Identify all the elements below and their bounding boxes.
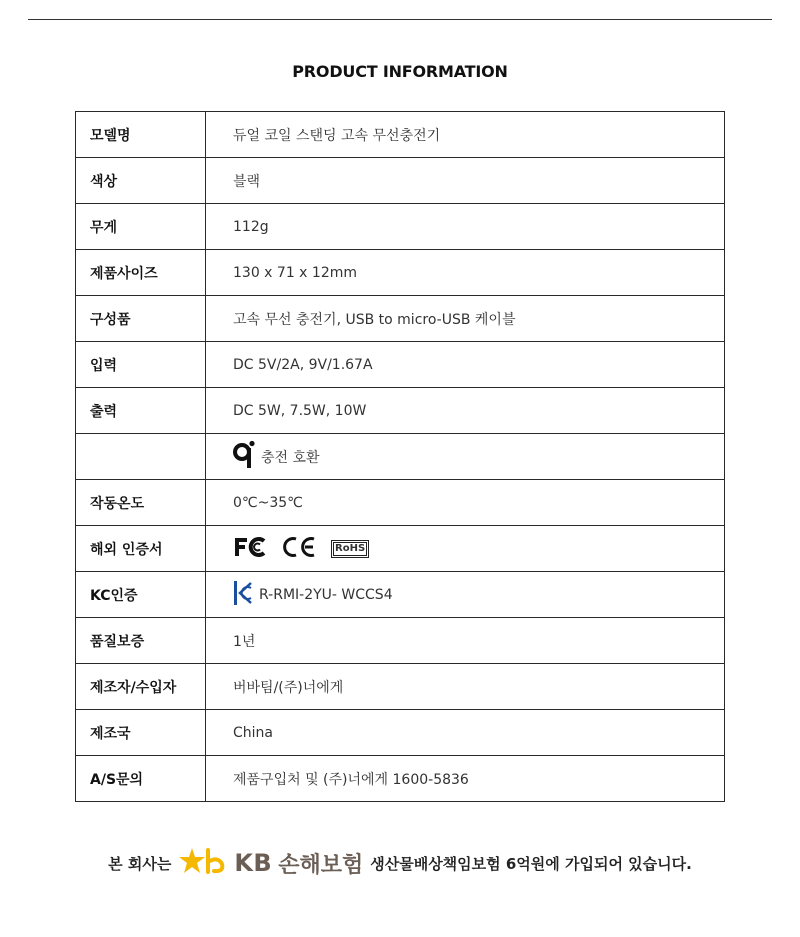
- row-label: 입력: [76, 342, 206, 388]
- row-label: 구성품: [76, 296, 206, 342]
- insurance-notice: [0, 845, 800, 881]
- row-value: 130 x 71 x 12mm: [206, 250, 725, 296]
- row-label: 작동온도: [76, 480, 206, 526]
- table-row: [76, 434, 725, 480]
- kb-brand-en: KB: [234, 849, 273, 877]
- row-value: 112g: [206, 204, 725, 250]
- table-row: [76, 158, 725, 204]
- row-value: 1년: [206, 618, 725, 664]
- row-label: 출력: [76, 388, 206, 434]
- row-value: 버바팀/(주)너에게: [206, 664, 725, 710]
- notice-suffix: 생산물배상책임보험 6억원에 가입되어 있습니다.: [370, 854, 692, 873]
- row-value: 0℃~35℃: [206, 480, 725, 526]
- row-label: A/S문의: [76, 756, 206, 802]
- row-value: 제품구입처 및 (주)너에게 1600-5836: [206, 756, 725, 802]
- row-label: 제조국: [76, 710, 206, 756]
- table-row: [76, 204, 725, 250]
- fc-logo-icon: [233, 536, 267, 562]
- row-label: 제품사이즈: [76, 250, 206, 296]
- table-row: [76, 618, 725, 664]
- table-row: [76, 664, 725, 710]
- top-divider: [28, 19, 772, 20]
- qi-compat-text: 충전 호환: [261, 449, 320, 466]
- kc-cert-number: R-RMI-2YU- WCCS4: [259, 586, 393, 603]
- row-label: 무게: [76, 204, 206, 250]
- row-label: KC인증: [76, 572, 206, 618]
- row-label: 모델명: [76, 112, 206, 158]
- row-value: 듀얼 코일 스탠딩 고속 무선충전기: [206, 112, 725, 158]
- row-value: DC 5V/2A, 9V/1.67A: [206, 342, 725, 388]
- table-row: [76, 526, 725, 572]
- table-row: [76, 112, 725, 158]
- row-label: 색상: [76, 158, 206, 204]
- row-label: 해외 인증서: [76, 526, 206, 572]
- row-label: 품질보증: [76, 618, 206, 664]
- kb-star-logo-icon: [178, 846, 228, 880]
- row-value: China: [206, 710, 725, 756]
- row-label: [76, 434, 206, 480]
- rohs-logo-icon: RoHS: [331, 540, 369, 558]
- kb-brand: [178, 846, 363, 880]
- table-row: [76, 250, 725, 296]
- kc-logo-icon: [233, 580, 253, 610]
- row-value: DC 5W, 7.5W, 10W: [206, 388, 725, 434]
- table-row: [76, 710, 725, 756]
- table-row: [76, 296, 725, 342]
- page-title: PRODUCT INFORMATION: [292, 62, 508, 81]
- row-value: 블랙: [206, 158, 725, 204]
- row-label: 제조자/수입자: [76, 664, 206, 710]
- ce-logo-icon: [281, 536, 317, 562]
- table-row: [76, 572, 725, 618]
- qi-logo-icon: [233, 440, 255, 474]
- table-row: [76, 756, 725, 802]
- table-row: [76, 342, 725, 388]
- product-info-table: [75, 111, 725, 802]
- kb-brand-ko: 손해보험: [278, 852, 364, 878]
- table-row: [76, 480, 725, 526]
- row-value: 고속 무선 충전기, USB to micro-USB 케이블: [206, 296, 725, 342]
- table-row: [76, 388, 725, 434]
- notice-prefix: 본 회사는: [108, 854, 172, 873]
